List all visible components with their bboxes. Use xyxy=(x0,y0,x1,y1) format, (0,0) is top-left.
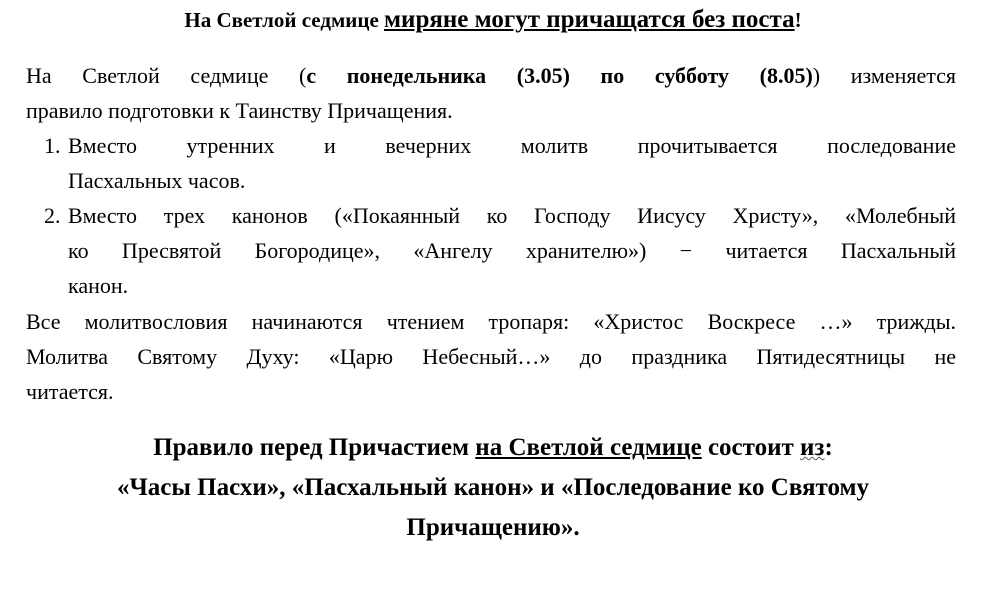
para2-line-1: Все молитвословия начинаются чтением тропаря: «Христос Воскресе …» трижды. xyxy=(26,309,956,334)
second-paragraph xyxy=(26,304,956,409)
intro-text-1: На Светлой седмице ( xyxy=(26,63,307,88)
intro-text-2: ) изменяется xyxy=(812,63,957,88)
list-number: 1. xyxy=(44,133,61,158)
list-item xyxy=(44,128,956,198)
final-text-c: состоит xyxy=(701,434,801,461)
numbered-list xyxy=(44,128,956,303)
final-heading xyxy=(0,428,986,548)
intro-dates: с понедельника (3.05) по субботу (8.05) xyxy=(306,63,813,88)
list-item-2-line-2: ко Пресвятой Богородице», «Ангелу хранителю») − читается Пасхальный xyxy=(68,238,956,263)
intro-line-1 xyxy=(26,58,956,93)
para2-line-3: читается. xyxy=(26,379,114,404)
list-item-1-line-1: Вместо утренних и вечерних молитв прочитывается последование xyxy=(68,133,956,158)
title-emphasis: миряне могут причащатся без поста xyxy=(384,6,795,33)
final-underlined: на Светлой седмице xyxy=(475,434,702,461)
page-title xyxy=(0,6,986,34)
final-colon: : xyxy=(824,434,833,461)
final-line-1 xyxy=(0,428,986,468)
list-item-2-line-1: Вместо трех канонов («Покаянный ко Господу Иисусу Христу», «Молебный xyxy=(68,203,956,228)
list-item xyxy=(44,198,956,303)
final-text-a: Правило перед Причастием xyxy=(153,434,476,461)
list-item-2-line-3: канон. xyxy=(68,273,129,298)
final-line-2: «Часы Пасхи», «Пасхальный канон» и «Последование ко Святому xyxy=(116,474,870,501)
para2-line-2: Молитва Святому Духу: «Царю Небесный…» до праздника Пятидесятницы не xyxy=(26,344,956,369)
list-item-1-line-2: Пасхальных часов. xyxy=(68,168,246,193)
final-line-3: Причащению». xyxy=(406,514,580,541)
title-part1: На Светлой седмице xyxy=(184,8,385,32)
list-number: 2. xyxy=(44,203,61,228)
intro-line-2: правило подготовки к Таинству Причащения. xyxy=(26,98,453,123)
title-exclamation: ! xyxy=(794,8,802,32)
final-wavy-word: из xyxy=(800,434,825,461)
intro-paragraph xyxy=(26,58,956,128)
